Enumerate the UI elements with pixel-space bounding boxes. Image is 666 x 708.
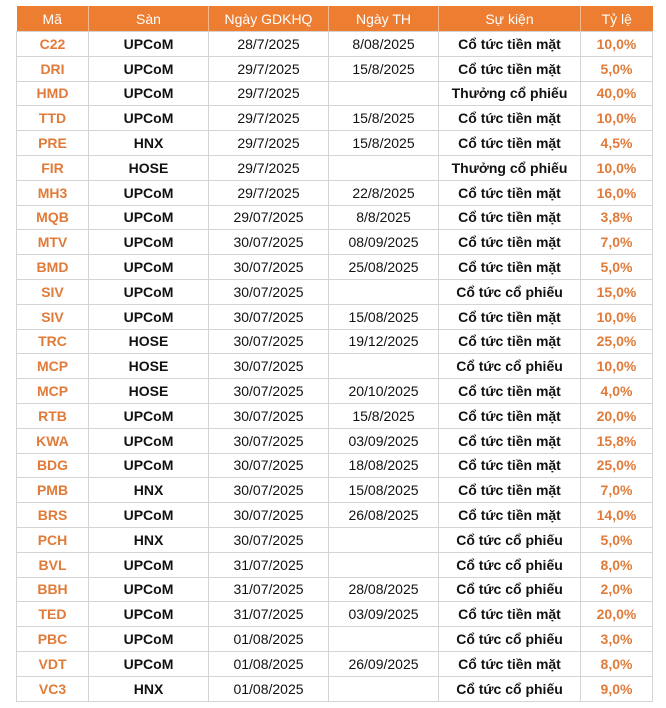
event-cell: Cổ tức cổ phiếu (439, 527, 581, 552)
event-cell: Cổ tức tiền mặt (439, 56, 581, 81)
header-execution-date: Ngày TH (329, 6, 439, 32)
event-cell: Cổ tức tiền mặt (439, 651, 581, 676)
table-row (17, 329, 653, 354)
ratio-cell: 10,0% (581, 155, 653, 180)
ratio-cell: 5,0% (581, 527, 653, 552)
exchange-cell: UPCoM (89, 279, 209, 304)
ticker-cell: BDG (17, 453, 89, 478)
ex-date-cell: 30/07/2025 (209, 453, 329, 478)
exchange-cell: HOSE (89, 354, 209, 379)
ticker-cell: FIR (17, 155, 89, 180)
ex-date-cell: 30/07/2025 (209, 279, 329, 304)
table-row (17, 651, 653, 676)
event-cell: Cổ tức tiền mặt (439, 230, 581, 255)
execution-date-cell (329, 676, 439, 701)
exchange-cell: UPCoM (89, 577, 209, 602)
exchange-cell: UPCoM (89, 503, 209, 528)
exchange-cell: HNX (89, 676, 209, 701)
event-cell: Cổ tức tiền mặt (439, 602, 581, 627)
ex-date-cell: 30/07/2025 (209, 503, 329, 528)
ex-date-cell: 29/07/2025 (209, 205, 329, 230)
ticker-cell: PRE (17, 131, 89, 156)
ex-date-cell: 29/7/2025 (209, 56, 329, 81)
execution-date-cell: 22/8/2025 (329, 180, 439, 205)
event-cell: Cổ tức cổ phiếu (439, 577, 581, 602)
event-cell: Cổ tức tiền mặt (439, 255, 581, 280)
exchange-cell: UPCoM (89, 205, 209, 230)
dividend-events-table-container (16, 6, 652, 702)
table-row (17, 106, 653, 131)
exchange-cell: UPCoM (89, 651, 209, 676)
exchange-cell: UPCoM (89, 627, 209, 652)
exchange-cell: UPCoM (89, 453, 209, 478)
ratio-cell: 14,0% (581, 503, 653, 528)
table-row (17, 453, 653, 478)
header-exchange: Sàn (89, 6, 209, 32)
table-row (17, 527, 653, 552)
table-row (17, 552, 653, 577)
ticker-cell: BBH (17, 577, 89, 602)
exchange-cell: HNX (89, 478, 209, 503)
table-row (17, 32, 653, 57)
exchange-cell: HOSE (89, 155, 209, 180)
table-row (17, 255, 653, 280)
ratio-cell: 10,0% (581, 106, 653, 131)
execution-date-cell (329, 354, 439, 379)
ratio-cell: 9,0% (581, 676, 653, 701)
table-row (17, 403, 653, 428)
ticker-cell: PBC (17, 627, 89, 652)
event-cell: Cổ tức tiền mặt (439, 428, 581, 453)
table-row (17, 56, 653, 81)
event-cell: Cổ tức tiền mặt (439, 478, 581, 503)
ratio-cell: 3,8% (581, 205, 653, 230)
exchange-cell: UPCoM (89, 32, 209, 57)
exchange-cell: HNX (89, 131, 209, 156)
table-row (17, 230, 653, 255)
ticker-cell: C22 (17, 32, 89, 57)
ticker-cell: HMD (17, 81, 89, 106)
execution-date-cell: 25/08/2025 (329, 255, 439, 280)
event-cell: Cổ tức tiền mặt (439, 453, 581, 478)
execution-date-cell (329, 627, 439, 652)
ex-date-cell: 28/7/2025 (209, 32, 329, 57)
dividend-events-table (16, 6, 653, 702)
ticker-cell: SIV (17, 304, 89, 329)
ratio-cell: 5,0% (581, 255, 653, 280)
event-cell: Cổ tức cổ phiếu (439, 676, 581, 701)
exchange-cell: HOSE (89, 329, 209, 354)
ticker-cell: BMD (17, 255, 89, 280)
table-row (17, 627, 653, 652)
exchange-cell: UPCoM (89, 403, 209, 428)
table-row (17, 155, 653, 180)
table-row (17, 81, 653, 106)
execution-date-cell: 15/8/2025 (329, 56, 439, 81)
ticker-cell: PMB (17, 478, 89, 503)
execution-date-cell (329, 155, 439, 180)
ratio-cell: 8,0% (581, 651, 653, 676)
table-row (17, 503, 653, 528)
table-row (17, 304, 653, 329)
table-row (17, 676, 653, 701)
exchange-cell: UPCoM (89, 180, 209, 205)
event-cell: Cổ tức tiền mặt (439, 131, 581, 156)
execution-date-cell: 15/08/2025 (329, 478, 439, 503)
table-row (17, 602, 653, 627)
table-row (17, 354, 653, 379)
table-row (17, 478, 653, 503)
execution-date-cell: 15/8/2025 (329, 131, 439, 156)
ticker-cell: SIV (17, 279, 89, 304)
ratio-cell: 5,0% (581, 56, 653, 81)
ratio-cell: 15,8% (581, 428, 653, 453)
ratio-cell: 8,0% (581, 552, 653, 577)
execution-date-cell: 20/10/2025 (329, 379, 439, 404)
ratio-cell: 15,0% (581, 279, 653, 304)
exchange-cell: UPCoM (89, 255, 209, 280)
ticker-cell: MH3 (17, 180, 89, 205)
exchange-cell: UPCoM (89, 230, 209, 255)
execution-date-cell: 8/8/2025 (329, 205, 439, 230)
event-cell: Cổ tức tiền mặt (439, 379, 581, 404)
ex-date-cell: 29/7/2025 (209, 131, 329, 156)
execution-date-cell: 19/12/2025 (329, 329, 439, 354)
exchange-cell: UPCoM (89, 552, 209, 577)
ex-date-cell: 30/07/2025 (209, 527, 329, 552)
ex-date-cell: 29/7/2025 (209, 155, 329, 180)
execution-date-cell: 26/09/2025 (329, 651, 439, 676)
ticker-cell: VDT (17, 651, 89, 676)
event-cell: Cổ tức tiền mặt (439, 205, 581, 230)
ex-date-cell: 30/07/2025 (209, 329, 329, 354)
event-cell: Thưởng cổ phiếu (439, 155, 581, 180)
table-header-row (17, 6, 653, 32)
ratio-cell: 2,0% (581, 577, 653, 602)
ticker-cell: KWA (17, 428, 89, 453)
ex-date-cell: 30/07/2025 (209, 428, 329, 453)
table-row (17, 379, 653, 404)
event-cell: Cổ tức tiền mặt (439, 106, 581, 131)
table-body (17, 32, 653, 702)
ex-date-cell: 29/7/2025 (209, 180, 329, 205)
ratio-cell: 20,0% (581, 602, 653, 627)
ex-date-cell: 31/07/2025 (209, 602, 329, 627)
exchange-cell: HNX (89, 527, 209, 552)
execution-date-cell: 08/09/2025 (329, 230, 439, 255)
execution-date-cell: 28/08/2025 (329, 577, 439, 602)
ratio-cell: 4,5% (581, 131, 653, 156)
ticker-cell: MCP (17, 354, 89, 379)
ticker-cell: MCP (17, 379, 89, 404)
ticker-cell: RTB (17, 403, 89, 428)
table-row (17, 428, 653, 453)
ratio-cell: 7,0% (581, 478, 653, 503)
ex-date-cell: 29/7/2025 (209, 81, 329, 106)
ex-date-cell: 29/7/2025 (209, 106, 329, 131)
ticker-cell: MTV (17, 230, 89, 255)
table-row (17, 180, 653, 205)
execution-date-cell: 26/08/2025 (329, 503, 439, 528)
event-cell: Cổ tức tiền mặt (439, 32, 581, 57)
header-ratio: Tỷ lệ (581, 6, 653, 32)
exchange-cell: UPCoM (89, 304, 209, 329)
ex-date-cell: 01/08/2025 (209, 651, 329, 676)
ratio-cell: 3,0% (581, 627, 653, 652)
event-cell: Cổ tức cổ phiếu (439, 552, 581, 577)
execution-date-cell: 15/8/2025 (329, 106, 439, 131)
table-row (17, 279, 653, 304)
event-cell: Cổ tức cổ phiếu (439, 354, 581, 379)
exchange-cell: UPCoM (89, 602, 209, 627)
ratio-cell: 10,0% (581, 304, 653, 329)
table-row (17, 577, 653, 602)
exchange-cell: HOSE (89, 379, 209, 404)
table-row (17, 205, 653, 230)
execution-date-cell (329, 81, 439, 106)
ratio-cell: 7,0% (581, 230, 653, 255)
ex-date-cell: 31/07/2025 (209, 552, 329, 577)
event-cell: Cổ tức tiền mặt (439, 403, 581, 428)
event-cell: Cổ tức tiền mặt (439, 329, 581, 354)
ex-date-cell: 30/07/2025 (209, 304, 329, 329)
execution-date-cell: 15/08/2025 (329, 304, 439, 329)
execution-date-cell: 15/8/2025 (329, 403, 439, 428)
ticker-cell: BRS (17, 503, 89, 528)
ticker-cell: TRC (17, 329, 89, 354)
event-cell: Cổ tức tiền mặt (439, 503, 581, 528)
ticker-cell: DRI (17, 56, 89, 81)
ratio-cell: 16,0% (581, 180, 653, 205)
event-cell: Cổ tức tiền mặt (439, 180, 581, 205)
ex-date-cell: 30/07/2025 (209, 230, 329, 255)
ratio-cell: 10,0% (581, 32, 653, 57)
ticker-cell: TED (17, 602, 89, 627)
ratio-cell: 25,0% (581, 453, 653, 478)
exchange-cell: UPCoM (89, 81, 209, 106)
execution-date-cell (329, 279, 439, 304)
execution-date-cell: 8/08/2025 (329, 32, 439, 57)
execution-date-cell: 03/09/2025 (329, 602, 439, 627)
ratio-cell: 10,0% (581, 354, 653, 379)
execution-date-cell (329, 527, 439, 552)
header-ticker: Mã (17, 6, 89, 32)
ratio-cell: 20,0% (581, 403, 653, 428)
exchange-cell: UPCoM (89, 106, 209, 131)
ratio-cell: 4,0% (581, 379, 653, 404)
ex-date-cell: 31/07/2025 (209, 577, 329, 602)
ticker-cell: PCH (17, 527, 89, 552)
event-cell: Cổ tức cổ phiếu (439, 279, 581, 304)
table-row (17, 131, 653, 156)
ex-date-cell: 01/08/2025 (209, 676, 329, 701)
event-cell: Cổ tức tiền mặt (439, 304, 581, 329)
header-event: Sự kiện (439, 6, 581, 32)
event-cell: Thưởng cổ phiếu (439, 81, 581, 106)
ratio-cell: 40,0% (581, 81, 653, 106)
event-cell: Cổ tức cổ phiếu (439, 627, 581, 652)
ex-date-cell: 30/07/2025 (209, 478, 329, 503)
ex-date-cell: 30/07/2025 (209, 403, 329, 428)
ex-date-cell: 30/07/2025 (209, 354, 329, 379)
ticker-cell: MQB (17, 205, 89, 230)
ex-date-cell: 01/08/2025 (209, 627, 329, 652)
execution-date-cell (329, 552, 439, 577)
exchange-cell: UPCoM (89, 428, 209, 453)
ticker-cell: VC3 (17, 676, 89, 701)
execution-date-cell: 18/08/2025 (329, 453, 439, 478)
ratio-cell: 25,0% (581, 329, 653, 354)
execution-date-cell: 03/09/2025 (329, 428, 439, 453)
ticker-cell: BVL (17, 552, 89, 577)
header-ex-date: Ngày GDKHQ (209, 6, 329, 32)
ticker-cell: TTD (17, 106, 89, 131)
exchange-cell: UPCoM (89, 56, 209, 81)
ex-date-cell: 30/07/2025 (209, 379, 329, 404)
ex-date-cell: 30/07/2025 (209, 255, 329, 280)
